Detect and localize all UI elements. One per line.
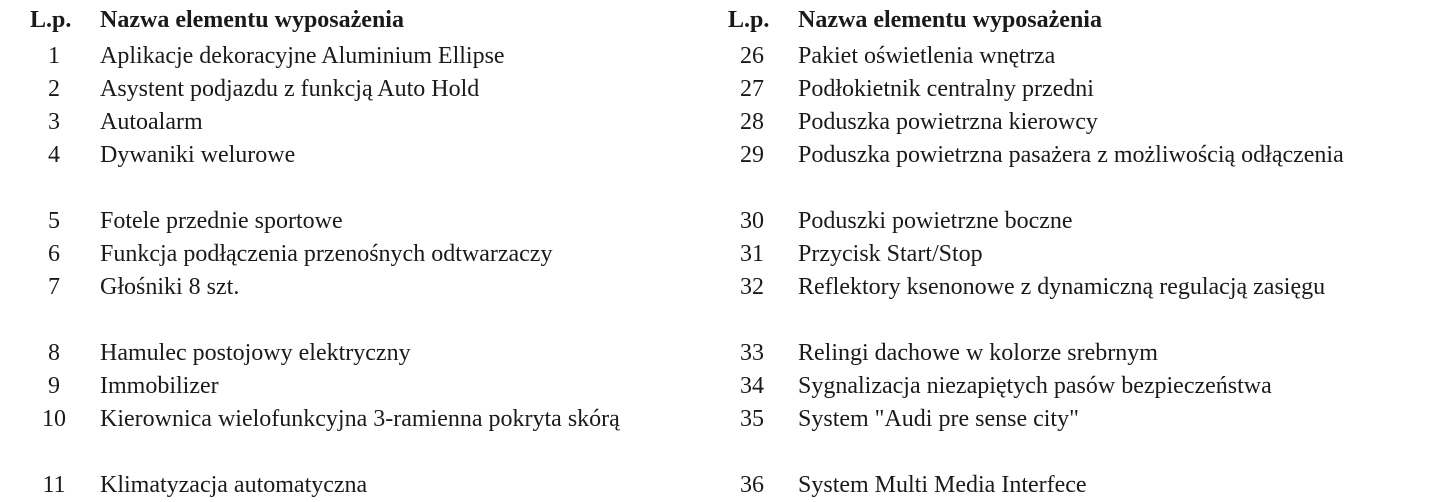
table-row [30,139,710,205]
table-body-left [30,40,710,502]
table-row [728,469,1408,502]
table-row [728,40,1408,73]
row-number: 33 [740,340,764,366]
row-number: 28 [740,109,764,135]
row-number: 8 [48,340,60,366]
row-number: 10 [42,406,66,432]
row-equipment-name: Hamulec postojowy elektryczny [100,340,411,366]
table-row [30,238,710,271]
equipment-table-left [30,4,710,502]
table-body-right [728,40,1408,502]
row-number: 1 [48,43,60,69]
table-row [30,205,710,238]
row-equipment-name: Reflektory ksenonowe z dynamiczną regulacją zasięgu [798,274,1326,300]
table-row [30,469,710,502]
column-header-lp: L.p. [30,7,72,33]
row-number: 7 [48,274,60,300]
row-equipment-name: Kierownica wielofunkcyjna 3-ramienna pokryta skórą [100,406,620,432]
row-number: 5 [48,208,60,234]
row-number: 26 [740,43,764,69]
row-number: 27 [740,76,764,102]
row-equipment-name: Immobilizer [100,373,219,399]
row-number: 3 [48,109,60,135]
row-number: 31 [740,241,764,267]
row-equipment-name: Autoalarm [100,109,203,135]
row-equipment-name: Fotele przednie sportowe [100,208,343,234]
table-row [728,238,1408,271]
table-row [728,403,1408,469]
table-row [30,337,710,370]
row-number: 2 [48,76,60,102]
row-equipment-name: Dywaniki welurowe [100,142,296,168]
row-number: 36 [740,472,764,498]
table-row [30,106,710,139]
table-row [728,271,1408,337]
table-row [30,370,710,403]
row-number: 35 [740,406,764,432]
row-equipment-name: Głośniki 8 szt. [100,274,240,300]
row-number: 30 [740,208,764,234]
row-equipment-name: System "Audi pre sense city" [798,406,1079,432]
row-equipment-name: Poduszka powietrzna kierowcy [798,109,1098,135]
row-equipment-name: Pakiet oświetlenia wnętrza [798,43,1056,69]
row-number: 11 [42,472,66,498]
row-equipment-name: Podłokietnik centralny przedni [798,76,1094,102]
table-row [728,106,1408,139]
table-row [30,40,710,73]
column-header-name: Nazwa elementu wyposażenia [798,7,1102,33]
row-number: 29 [740,142,764,168]
table-row [728,205,1408,238]
row-equipment-name: Funkcja podłączenia przenośnych odtwarzaczy [100,241,553,267]
row-number: 4 [48,142,60,168]
row-equipment-name: Przycisk Start/Stop [798,241,983,267]
table-row [30,271,710,337]
row-equipment-name: Poduszki powietrzne boczne [798,208,1073,234]
table-header [30,4,710,40]
row-number: 9 [48,373,60,399]
table-row [30,73,710,106]
table-row [30,403,710,469]
equipment-table-right [728,4,1408,502]
table-row [728,370,1408,403]
table-row [728,73,1408,106]
row-equipment-name: Aplikacje dekoracyjne Aluminium Ellipse [100,43,505,69]
row-number: 6 [48,241,60,267]
row-equipment-name: Asystent podjazdu z funkcją Auto Hold [100,76,480,102]
column-header-name: Nazwa elementu wyposażenia [100,7,404,33]
row-equipment-name: Poduszka powietrzna pasażera z możliwością odłączenia [798,142,1344,168]
table-header [728,4,1408,40]
table-row [728,337,1408,370]
row-equipment-name: Relingi dachowe w kolorze srebrnym [798,340,1158,366]
column-header-lp: L.p. [728,7,770,33]
row-equipment-name: Klimatyzacja automatyczna [100,472,368,498]
table-row [728,139,1408,205]
row-number: 34 [740,373,764,399]
row-equipment-name: Sygnalizacja niezapiętych pasów bezpieczeństwa [798,373,1272,399]
row-equipment-name: System Multi Media Interfece [798,472,1087,498]
row-number: 32 [740,274,764,300]
